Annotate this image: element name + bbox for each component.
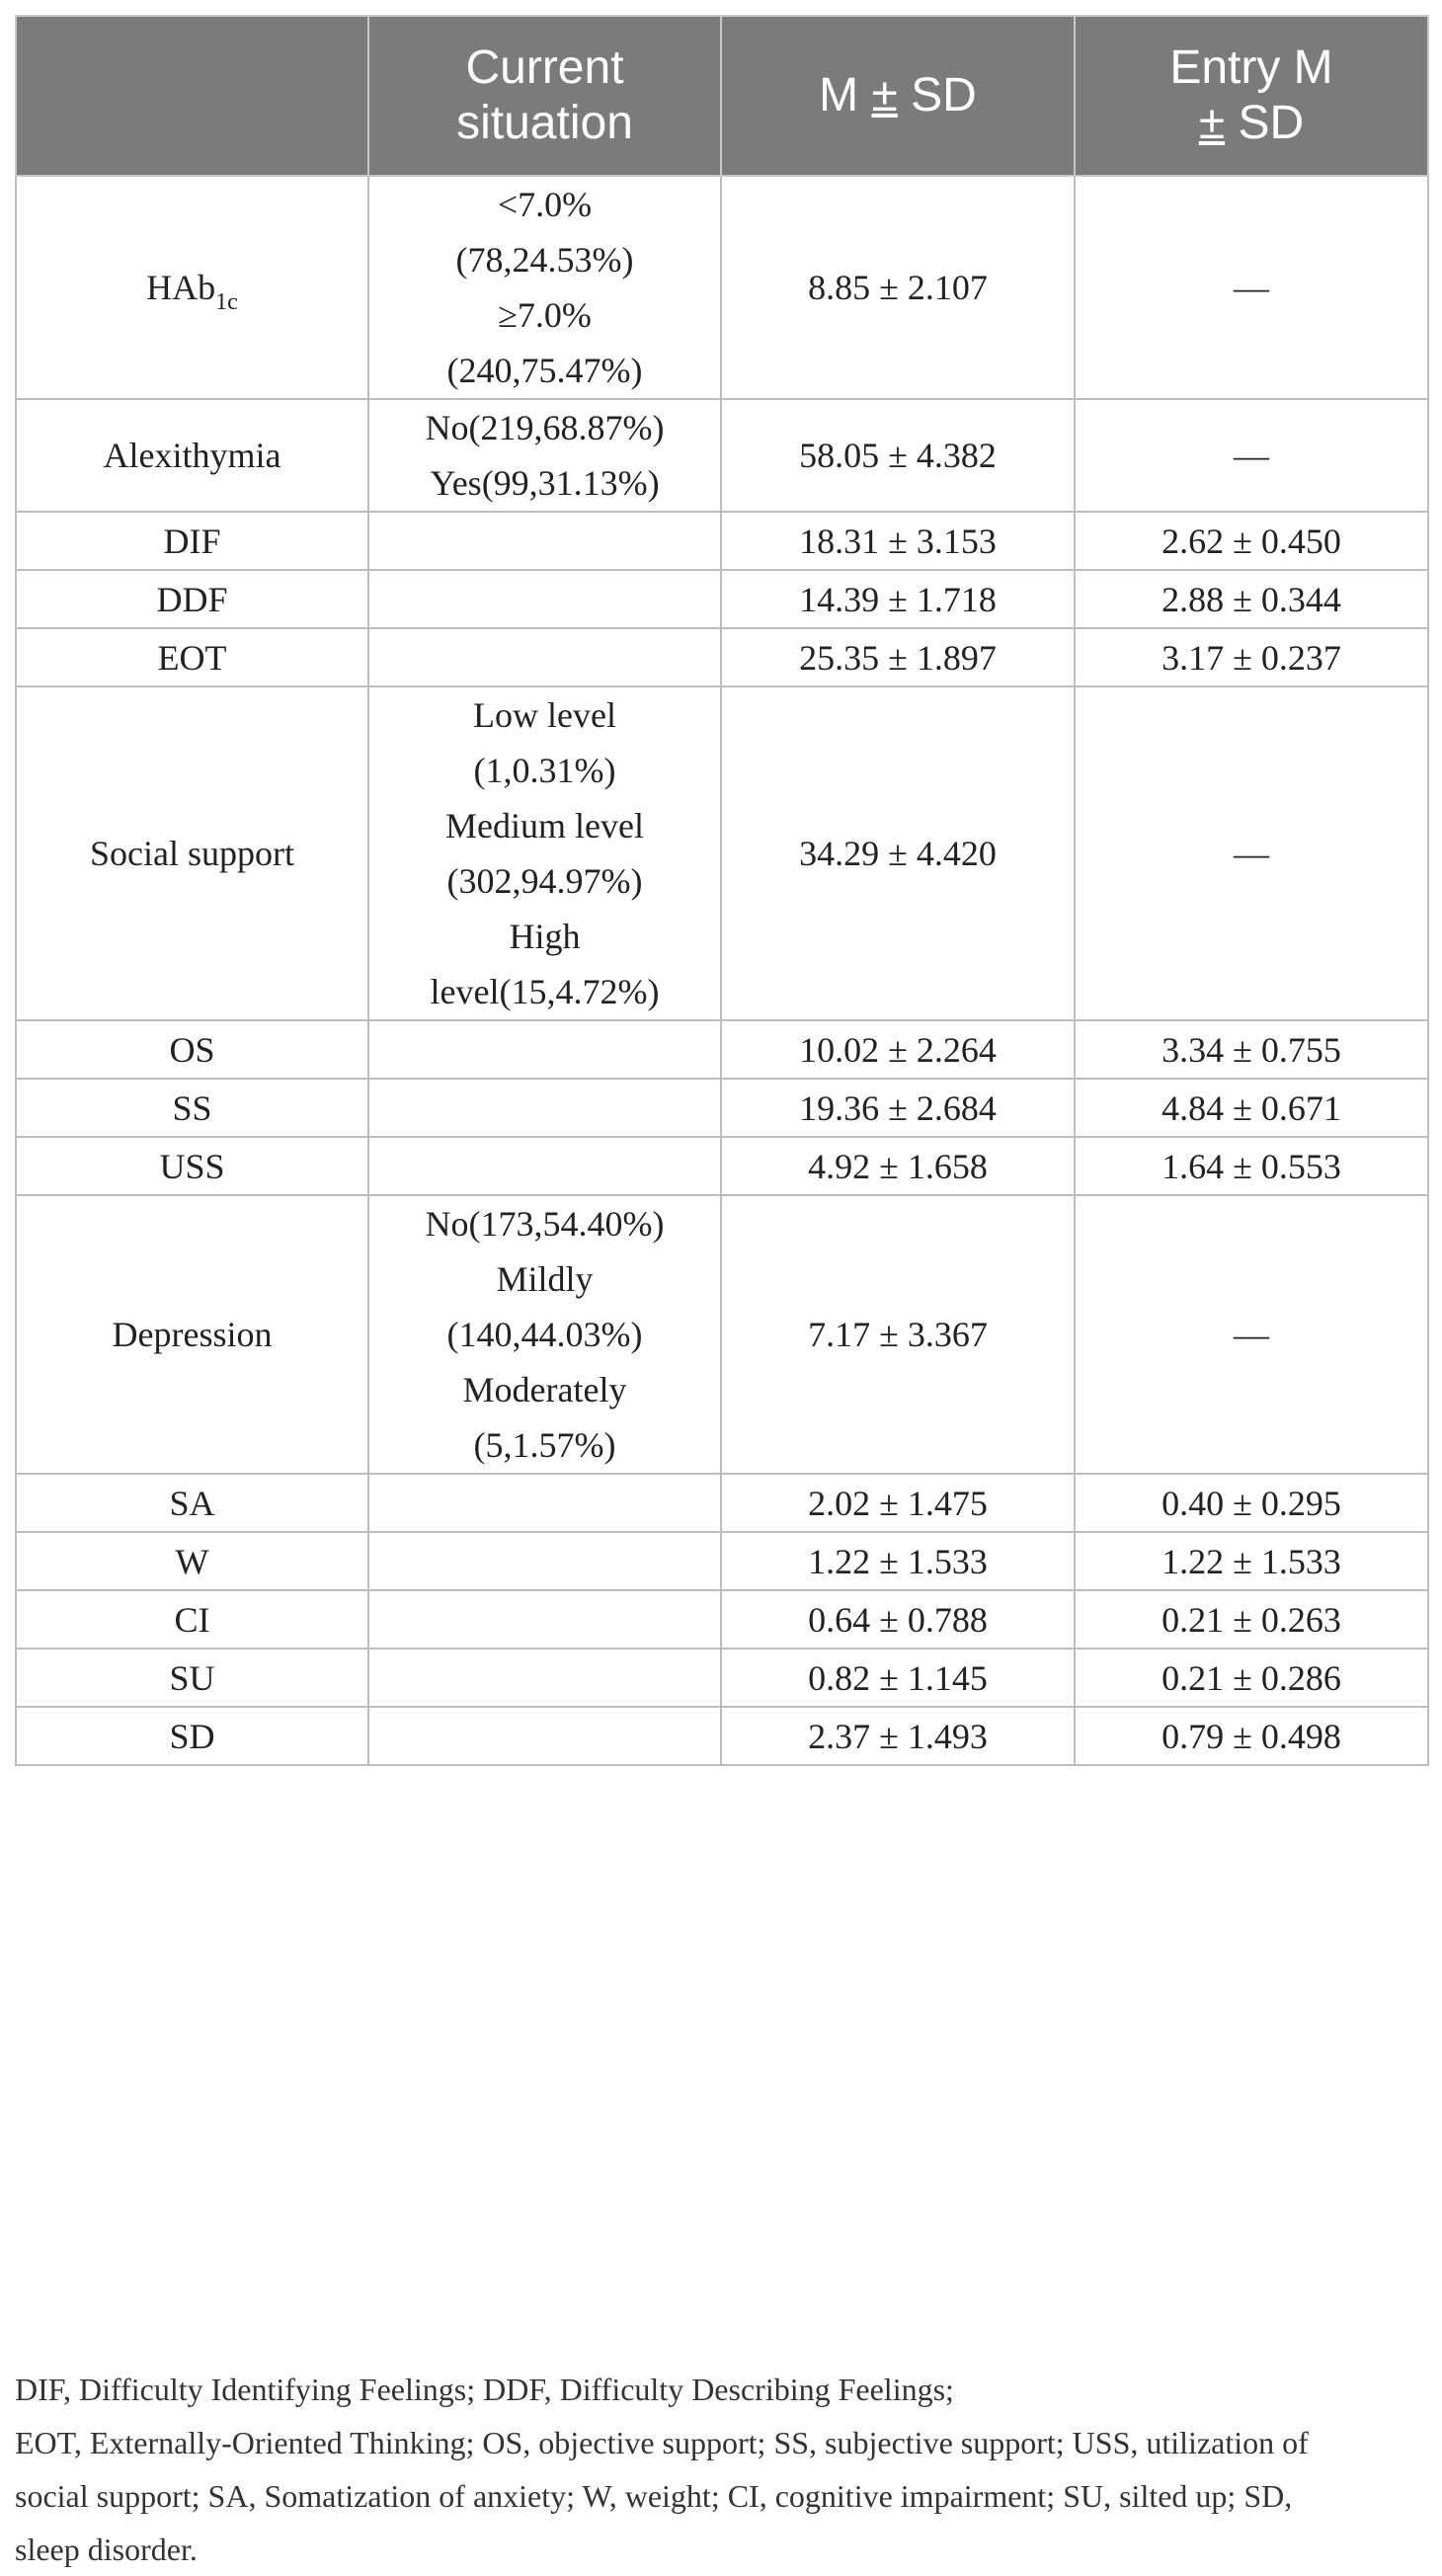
row-mean-sd-cell: 0.82 ± 1.145 [721, 1649, 1075, 1707]
row-variable-label: SA [169, 1483, 215, 1523]
row-mean-sd-cell: 8.85 ± 2.107 [721, 176, 1075, 399]
row-situation-cell [368, 686, 721, 1020]
row-situation-cell [368, 628, 721, 686]
row-variable-cell [16, 1020, 368, 1079]
footnote-line: EOT, Externally-Oriented Thinking; OS, objective support; SS, subjective support; USS, utilization of [15, 2425, 1309, 2460]
row-mean-sd-cell: 0.64 ± 0.788 [721, 1590, 1075, 1649]
row-situation-cell [368, 1195, 721, 1474]
row-entry-mean-sd-cell: 0.21 ± 0.286 [1075, 1649, 1428, 1707]
situation-line: No(219,68.87%) [425, 408, 665, 447]
table-row [16, 1707, 1428, 1765]
table-row [16, 1532, 1428, 1590]
row-mean-sd-cell: 10.02 ± 2.264 [721, 1020, 1075, 1079]
table-row [16, 1079, 1428, 1137]
row-variable-label: W [175, 1541, 209, 1581]
row-variable-label: DIF [163, 521, 221, 561]
situation-line: (78,24.53%) [455, 240, 634, 280]
table-row [16, 570, 1428, 628]
header-mean-pm: ± [871, 69, 898, 121]
row-variable-cell [16, 1649, 368, 1707]
header-entry-line-1: Entry M [1169, 41, 1333, 94]
row-variable-label: Alexithymia [103, 436, 281, 475]
situation-line: (140,44.03%) [446, 1315, 643, 1354]
row-variable-label: SS [172, 1087, 212, 1128]
table-row [16, 1590, 1428, 1649]
row-entry-mean-sd-cell: 3.17 ± 0.237 [1075, 628, 1428, 686]
row-situation-cell [368, 1079, 721, 1137]
row-entry-mean-sd-cell: 0.79 ± 0.498 [1075, 1707, 1428, 1765]
row-mean-sd-cell: 19.36 ± 2.684 [721, 1079, 1075, 1137]
row-mean-sd-cell: 7.17 ± 3.367 [721, 1195, 1075, 1474]
row-entry-mean-sd-cell: 3.34 ± 0.755 [1075, 1020, 1428, 1079]
row-situation-cell [368, 1649, 721, 1707]
row-variable-cell [16, 686, 368, 1020]
row-variable-cell [16, 1532, 368, 1590]
row-variable-cell [16, 628, 368, 686]
situation-line: ≥7.0% [498, 295, 592, 335]
row-variable-cell [16, 1590, 368, 1649]
row-variable-cell [16, 512, 368, 570]
row-variable-cell [16, 1707, 368, 1765]
row-variable-label: CI [174, 1599, 210, 1640]
header-variable [16, 16, 368, 176]
row-mean-sd-cell: 4.92 ± 1.658 [721, 1137, 1075, 1195]
row-variable-label: EOT [157, 637, 227, 678]
header-current-line-2: situation [456, 97, 633, 149]
row-variable-label: USS [159, 1146, 225, 1186]
header-current-situation [368, 16, 721, 176]
row-situation-cell [368, 1532, 721, 1590]
row-situation-cell [368, 399, 721, 512]
row-entry-mean-sd-cell: 1.22 ± 1.533 [1075, 1532, 1428, 1590]
row-situation-cell [368, 570, 721, 628]
row-situation-cell [368, 1590, 721, 1649]
header-entry-line-2 [1083, 96, 1419, 151]
row-mean-sd-cell: 58.05 ± 4.382 [721, 399, 1075, 512]
row-variable-cell [16, 176, 368, 399]
situation-line: (5,1.57%) [473, 1425, 616, 1465]
row-variable-label: Depression [112, 1315, 273, 1354]
situation-line: Medium level [445, 806, 644, 845]
row-mean-sd-cell: 34.29 ± 4.420 [721, 686, 1075, 1020]
row-situation-cell [368, 1137, 721, 1195]
row-entry-mean-sd-cell: — [1075, 399, 1428, 512]
row-mean-sd-cell: 2.37 ± 1.493 [721, 1707, 1075, 1765]
header-row [16, 16, 1428, 176]
row-variable-label: Social support [90, 834, 294, 873]
situation-line: (302,94.97%) [446, 861, 643, 901]
row-variable-label: OS [169, 1029, 215, 1070]
row-mean-sd-cell: 2.02 ± 1.475 [721, 1474, 1075, 1532]
situation-line: No(173,54.40%) [425, 1204, 665, 1244]
row-entry-mean-sd-cell: 4.84 ± 0.671 [1075, 1079, 1428, 1137]
row-variable-cell [16, 570, 368, 628]
situation-line: High [509, 917, 581, 956]
row-variable-cell [16, 1137, 368, 1195]
situation-line: (240,75.47%) [446, 351, 643, 390]
table-row [16, 628, 1428, 686]
row-situation-cell [368, 512, 721, 570]
situation-line: Moderately [462, 1370, 627, 1409]
row-variable-label: SU [169, 1657, 215, 1698]
situation-line: <7.0% [497, 185, 593, 224]
situation-line: Yes(99,31.13%) [430, 463, 660, 503]
row-variable-cell [16, 1195, 368, 1474]
row-entry-mean-sd-cell: 0.40 ± 0.295 [1075, 1474, 1428, 1532]
footnote-line: social support; SA, Somatization of anxiety; W, weight; CI, cognitive impairment; SU, silted up; SD, [15, 2478, 1293, 2514]
row-mean-sd-cell: 14.39 ± 1.718 [721, 570, 1075, 628]
row-entry-mean-sd-cell: — [1075, 1195, 1428, 1474]
header-entry-part-3: SD [1225, 97, 1305, 149]
table-row [16, 1020, 1428, 1079]
row-variable-label: HAb [146, 268, 216, 307]
row-situation-cell [368, 1707, 721, 1765]
data-table [15, 15, 1429, 1766]
table-row [16, 399, 1428, 512]
header-mean-part-3: SD [897, 69, 977, 121]
table-row [16, 1474, 1428, 1532]
row-variable-cell [16, 1079, 368, 1137]
header-entry-mean-sd [1075, 16, 1428, 176]
row-mean-sd-cell: 18.31 ± 3.153 [721, 512, 1075, 570]
table-row [16, 1137, 1428, 1195]
table-row [16, 686, 1428, 1020]
row-mean-sd-cell: 25.35 ± 1.897 [721, 628, 1075, 686]
row-variable-cell [16, 399, 368, 512]
row-variable-label: DDF [156, 579, 228, 619]
table-footnote [15, 2363, 1427, 2576]
table-row [16, 176, 1428, 399]
row-situation-cell [368, 1020, 721, 1079]
row-entry-mean-sd-cell: — [1075, 686, 1428, 1020]
row-variable-label: SD [169, 1716, 215, 1756]
table-body [16, 176, 1428, 1765]
header-entry-pm: ± [1198, 97, 1226, 149]
footnote-line: sleep disorder. [15, 2532, 198, 2567]
situation-line: Mildly [496, 1259, 594, 1299]
header-mean-part-1: M [819, 69, 872, 121]
row-situation-cell [368, 1474, 721, 1532]
header-mean-sd [721, 16, 1075, 176]
situation-line: Low level [473, 695, 616, 735]
row-variable-cell [16, 1474, 368, 1532]
table-row [16, 1649, 1428, 1707]
table-row [16, 512, 1428, 570]
row-entry-mean-sd-cell: 2.62 ± 0.450 [1075, 512, 1428, 570]
row-entry-mean-sd-cell: 0.21 ± 0.263 [1075, 1590, 1428, 1649]
row-variable-subscript: 1c [215, 289, 238, 315]
table-row [16, 1195, 1428, 1474]
row-entry-mean-sd-cell: 1.64 ± 0.553 [1075, 1137, 1428, 1195]
row-situation-cell [368, 176, 721, 399]
row-entry-mean-sd-cell: 2.88 ± 0.344 [1075, 570, 1428, 628]
header-current-line-1: Current [465, 41, 624, 94]
situation-line: (1,0.31%) [473, 751, 616, 790]
footnote-line: DIF, Difficulty Identifying Feelings; DDF, Difficulty Describing Feelings; [15, 2372, 954, 2407]
situation-line: level(15,4.72%) [430, 972, 660, 1011]
row-entry-mean-sd-cell: — [1075, 176, 1428, 399]
row-mean-sd-cell: 1.22 ± 1.533 [721, 1532, 1075, 1590]
